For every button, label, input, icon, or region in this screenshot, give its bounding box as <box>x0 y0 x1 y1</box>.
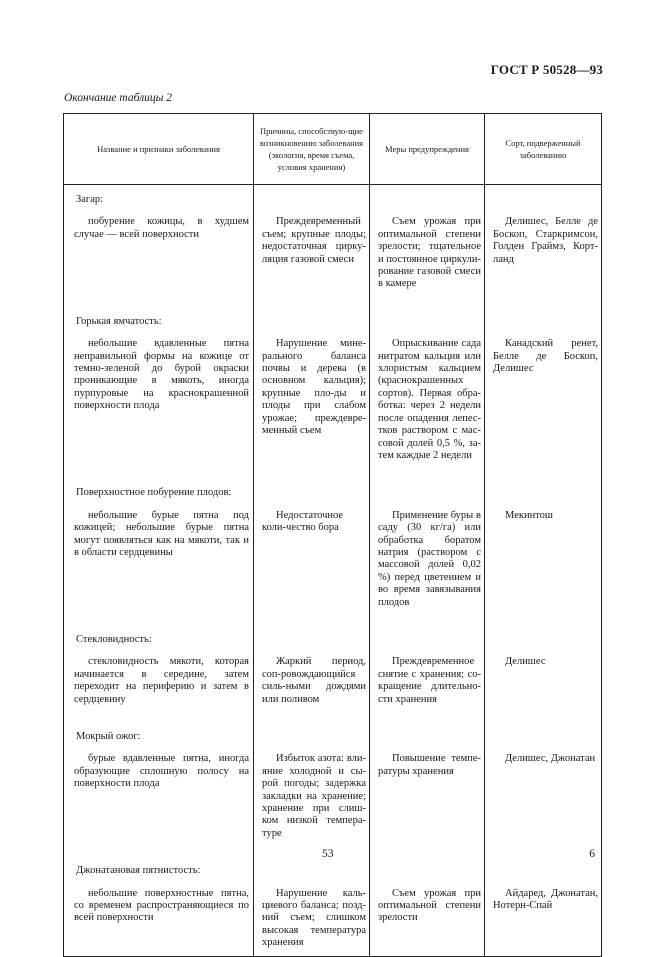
disease-causes: Нарушение каль-циевого баланса; позд-ний съем; слишком высокая температура хранения <box>254 886 370 957</box>
disease-signs: небольшие бурые пятна под кожицей; небольшие бурые пятна могут появляться как на мякоти, так и в области сердцевины <box>64 508 254 625</box>
disease-signs: стекловидность мякоти, которая начинается в середине, затем переходит на периферию и затем в сердцевину <box>64 654 254 722</box>
disease-name: Стекловидность: <box>64 625 254 654</box>
sheet-number: 6 <box>589 848 595 860</box>
susceptible-varieties: Айдаред, Джонатан, Нотерн-Спай <box>485 886 602 957</box>
table-caption: Окончание таблицы 2 <box>64 92 172 104</box>
table-group-row <box>64 625 602 654</box>
prevention-measures: Опрыскивание сада нитратом кальция или хлористым кальцием (краснокрашенных сортов). Первая обра-ботка: через 2 недели после опадения лепес-тков раствором с мас-совой долей 0,5 %, за-тем каждые 2 недели <box>370 336 485 478</box>
table-row <box>64 886 602 957</box>
disease-causes: Жаркий период, соп-ровождающийся силь-ными дождями или поливом <box>254 654 370 722</box>
table-group-row <box>64 856 602 885</box>
disease-causes: Недостаточное коли-чество бора <box>254 508 370 625</box>
disease-signs: небольшие вдавленные пятна неправильной формы на кожице от темно-зеленой до бурой окраски проникающие в мякоть, иногда пурпуровые на краснокрашенной поверхности плода <box>64 336 254 478</box>
disease-name: Загар: <box>64 185 254 215</box>
prevention-measures: Съем урожая при оптимальной степени зрелости <box>370 886 485 957</box>
disease-name: Поверхностное побурение плодов: <box>64 478 254 507</box>
prevention-measures: Повышение темпе-ратуры хранения <box>370 751 485 856</box>
disease-signs: побурение кожицы, в худшем случае — всей поверхности <box>64 214 254 306</box>
table-group-row <box>64 722 602 751</box>
disease-name: Горькая ямчатость: <box>64 307 254 336</box>
column-header-varieties: Сорт, подверженный заболеванию <box>485 114 602 185</box>
column-header-measures: Меры предупреждения <box>370 114 485 185</box>
susceptible-varieties: Мекинтош <box>485 508 602 625</box>
disease-name: Джонатановая пятнистость: <box>64 856 254 885</box>
disease-causes: Преждевременный съем; крупные плоды; недостаточная цирку-ляция газовой смеси <box>254 214 370 306</box>
susceptible-varieties: Делишес, Белле де Боскоп, Старкримсон, Голден Граймз, Корт-ланд <box>485 214 602 306</box>
document-id: ГОСТ Р 50528—93 <box>490 62 603 77</box>
prevention-measures: Съем урожая при оптимальной степени зрелости; тщательное и постоянное циркули-рование газовой смеси в камере <box>370 214 485 306</box>
table-group-row <box>64 185 602 215</box>
disease-name: Мокрый ожог: <box>64 722 254 751</box>
table-header-row <box>64 114 602 185</box>
disease-table <box>63 113 602 957</box>
susceptible-varieties: Делишес <box>485 654 602 722</box>
disease-causes: Избыток азота: вли-яние холодной и сы-рой погоды; задержка закладки на хранение; хранение при слиш-ком низкой темпера-туре <box>254 751 370 856</box>
table-row <box>64 336 602 478</box>
column-header-name: Название и признаки заболевания <box>64 114 254 185</box>
prevention-measures: Преждевременное снятие с хранения; со-кращение длительно-сти хранения <box>370 654 485 722</box>
disease-signs: бурые вдавленные пятна, иногда образующие сплошную полосу на поверхности плода <box>64 751 254 856</box>
table-row <box>64 214 602 306</box>
table-row <box>64 508 602 625</box>
disease-signs: небольшие поверхностные пятна, со временем распространяющиеся по всей поверхности <box>64 886 254 957</box>
column-header-causes: Причины, способствую-щие возникновению заболевания (экология, время съема, условия хранения) <box>254 114 370 185</box>
page-number: 53 <box>322 848 334 860</box>
table-group-row <box>64 307 602 336</box>
disease-causes: Нарушение мине-рального баланса почвы и дерева (в основном кальция); крупные пло-ды и плоды при слабом урожае; преждевре-менный съем <box>254 336 370 478</box>
table-row <box>64 654 602 722</box>
susceptible-varieties: Делишес, Джонатан <box>485 751 602 856</box>
table-row <box>64 751 602 856</box>
susceptible-varieties: Канадский ренет, Белле де Боскоп, Делишес <box>485 336 602 478</box>
table-group-row <box>64 478 602 507</box>
prevention-measures: Применение буры в саду (30 кг/га) или обработка боратом натрия (раствором с массовой долей 0,02 %) перед цветением и во время завязывания плодов <box>370 508 485 625</box>
